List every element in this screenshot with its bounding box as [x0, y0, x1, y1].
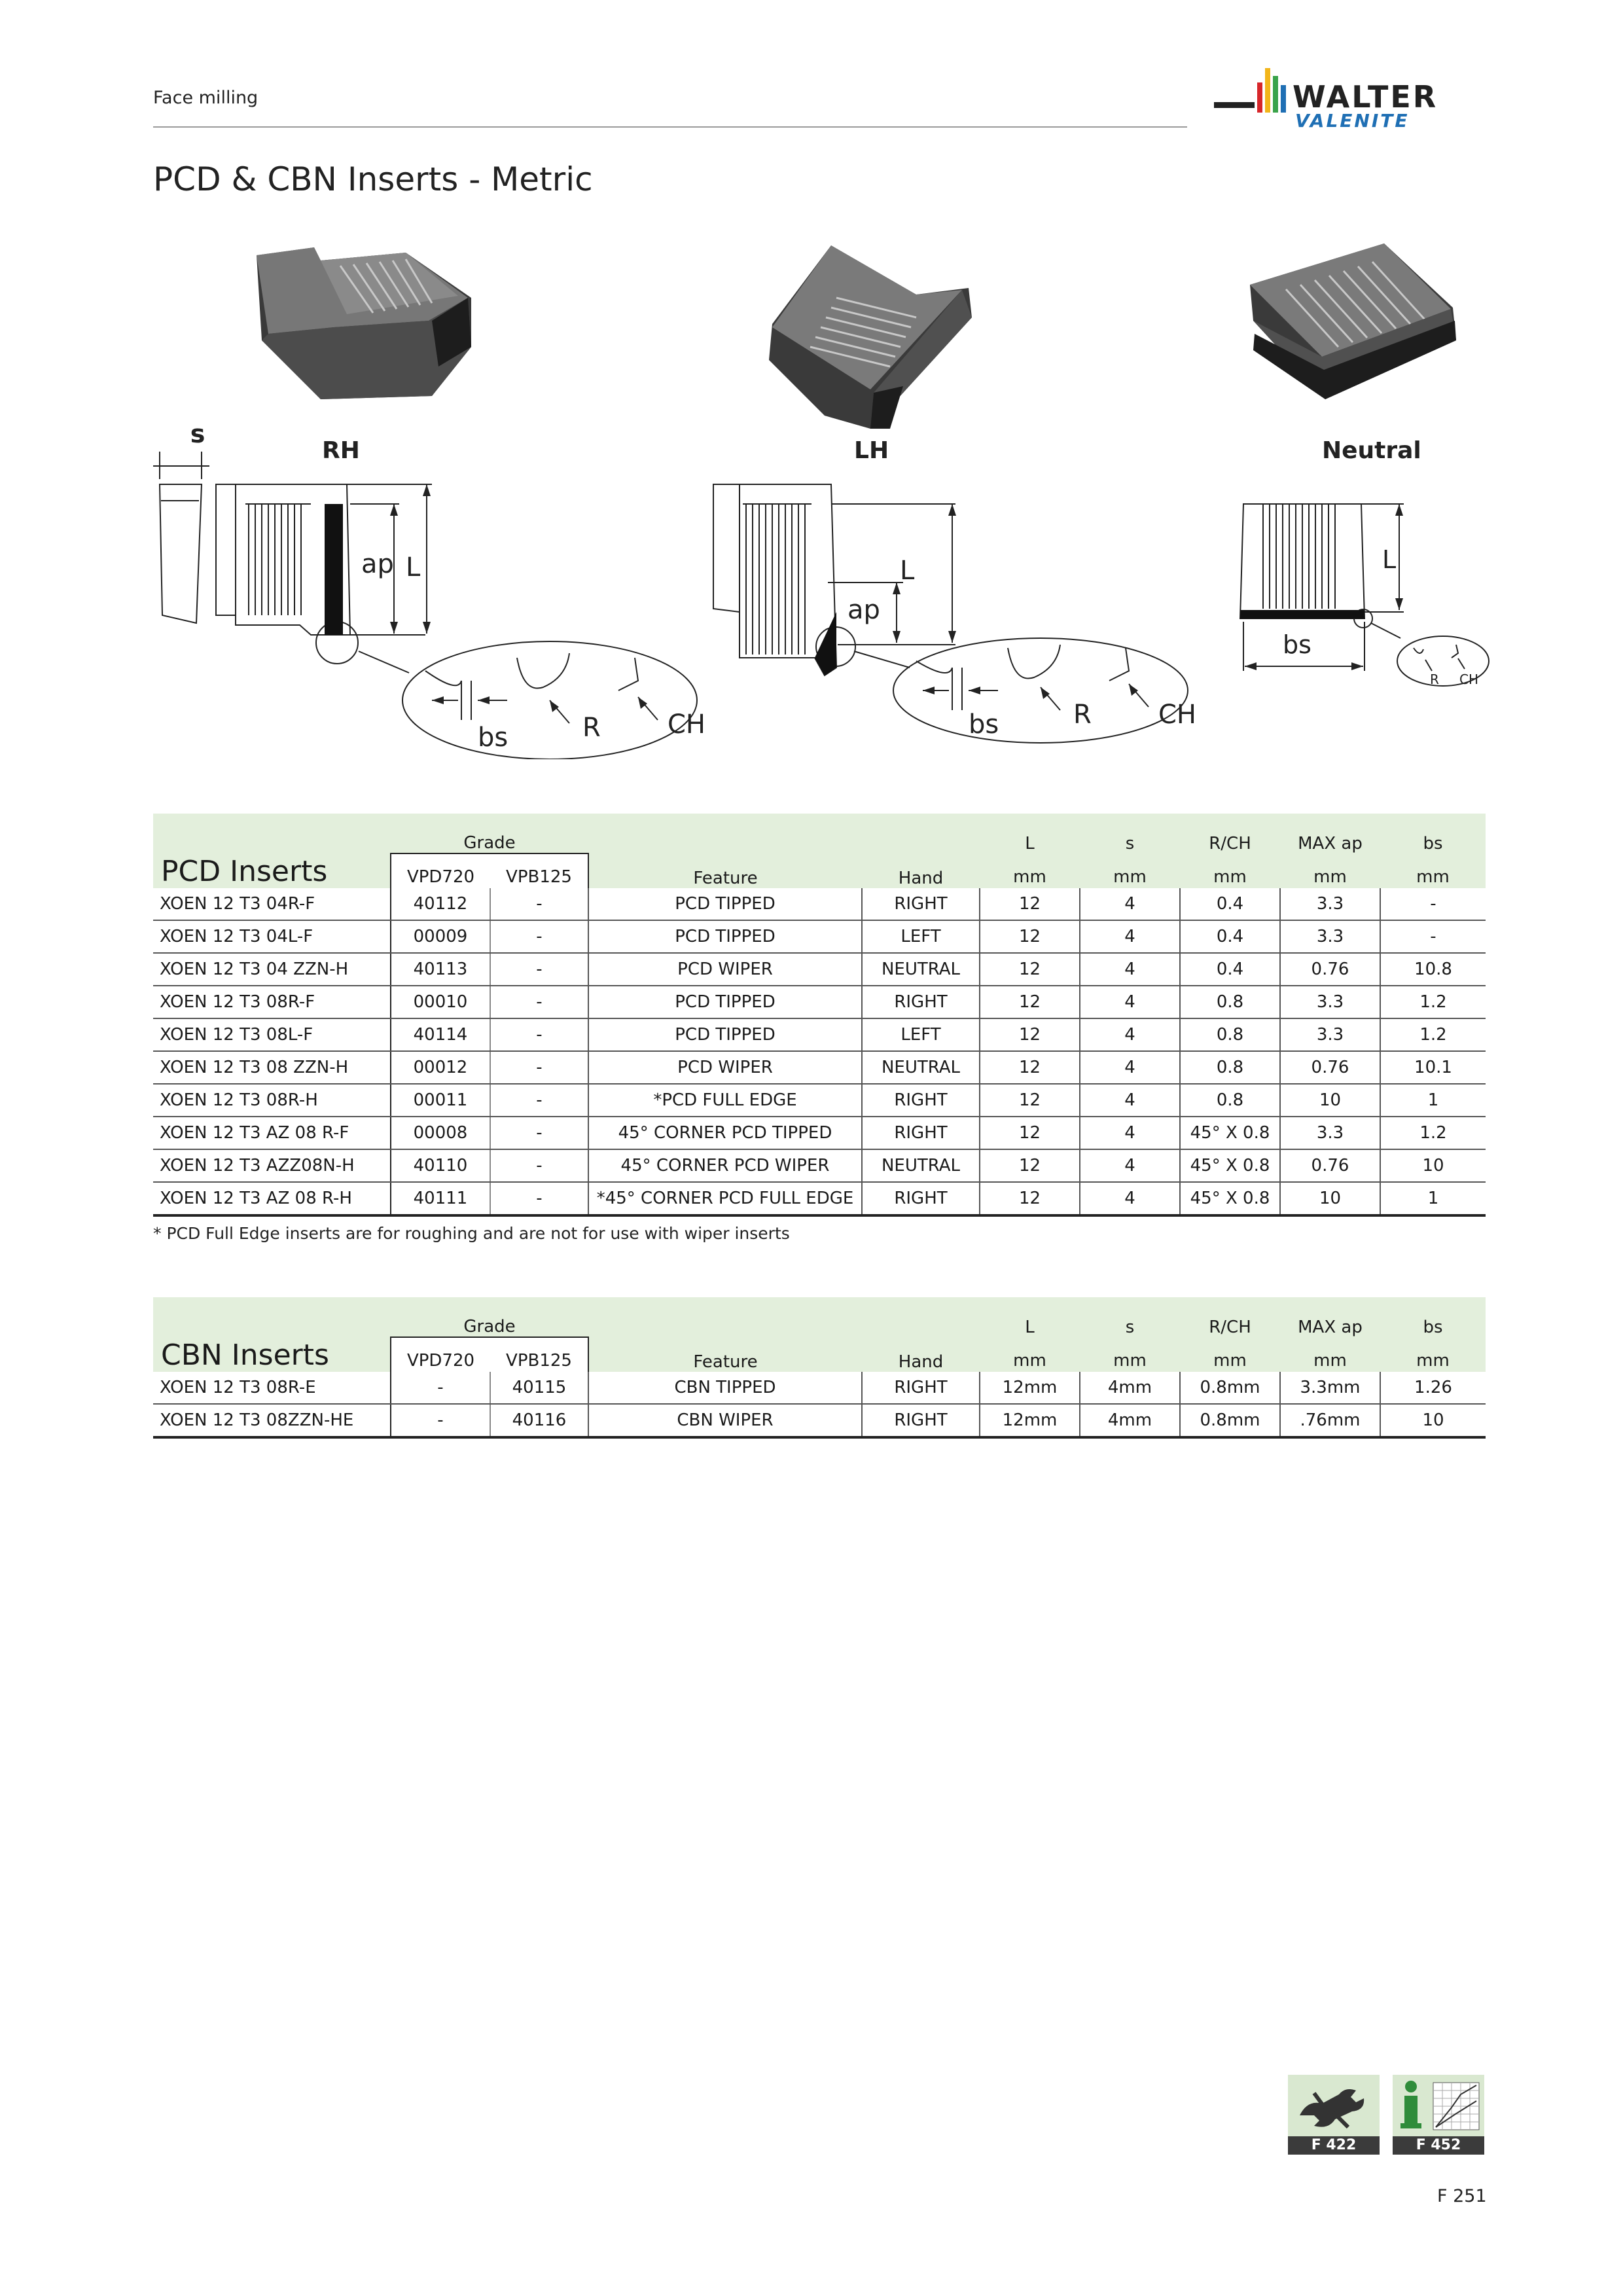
table-cell: PCD TIPPED [588, 986, 862, 1018]
rh-dimension-drawing [151, 419, 740, 759]
table-cell: 45° CORNER PCD TIPPED [588, 1117, 862, 1149]
table-cell: LEFT [862, 920, 980, 953]
table-cell: 4 [1080, 1084, 1180, 1117]
table-cell: 0.8 [1180, 1084, 1280, 1117]
table-cell: XOEN 12 T3 AZ 08 R-F [153, 1117, 391, 1149]
table-cell: 12 [980, 888, 1080, 920]
table-cell: 0.8mm [1180, 1404, 1280, 1437]
table-cell: PCD TIPPED [588, 1018, 862, 1051]
table-cell: 4mm [1080, 1404, 1180, 1437]
table-cell: 10 [1380, 1149, 1486, 1182]
table-cell: XOEN 12 T3 04 ZZN-H [153, 953, 391, 986]
lh-R-label: R [1073, 700, 1092, 730]
table-cell: - [490, 1149, 588, 1182]
table-cell: 1.2 [1380, 1018, 1486, 1051]
table-row [153, 888, 1486, 920]
table-cell: 3.3 [1280, 888, 1380, 920]
table-cell: LEFT [862, 1018, 980, 1051]
table-cell: RIGHT [862, 888, 980, 920]
cbn-inserts-table [153, 1297, 1486, 1439]
table-cell: 40114 [391, 1018, 490, 1051]
neutral-R-label: R [1430, 672, 1439, 687]
table-cell: XOEN 12 T3 08R-H [153, 1084, 391, 1117]
table-cell: - [490, 920, 588, 953]
cbn-unit-L: mm [980, 1337, 1080, 1372]
table-cell: 00010 [391, 986, 490, 1018]
header-rule [153, 126, 1187, 128]
table-cell: XOEN 12 T3 08 ZZN-H [153, 1051, 391, 1084]
table-cell: RIGHT [862, 1372, 980, 1404]
table-cell: 45° CORNER PCD WIPER [588, 1149, 862, 1182]
table-cell: CBN WIPER [588, 1404, 862, 1437]
table-cell: RIGHT [862, 1117, 980, 1149]
table-cell: - [490, 1117, 588, 1149]
pcd-col-bs: bs [1380, 814, 1486, 853]
table-cell: XOEN 12 T3 08L-F [153, 1018, 391, 1051]
table-cell: 1 [1380, 1084, 1486, 1117]
table-cell: - [490, 1084, 588, 1117]
table-cell: 12 [980, 1149, 1080, 1182]
logo-bottom-text: VALENITE [1295, 110, 1410, 132]
table-cell: 40112 [391, 888, 490, 920]
table-cell: PCD WIPER [588, 1051, 862, 1084]
table-cell: 1.2 [1380, 1117, 1486, 1149]
table-cell: 10 [1380, 1404, 1486, 1437]
pcd-col-L: L [980, 814, 1080, 853]
neutral-bs-label: bs [1283, 630, 1311, 659]
table-cell: RIGHT [862, 1404, 980, 1437]
table-cell: RIGHT [862, 1182, 980, 1215]
table-cell: 12 [980, 1117, 1080, 1149]
table-cell: 0.76 [1280, 1149, 1380, 1182]
reference-f422[interactable] [1288, 2075, 1380, 2155]
table-cell: 00008 [391, 1117, 490, 1149]
table-cell: 3.3 [1280, 920, 1380, 953]
pcd-col-rch: R/CH [1180, 814, 1280, 853]
pcd-grade-vpb125: VPB125 [490, 853, 588, 888]
table-cell: 3.3 [1280, 1018, 1380, 1051]
table-cell: XOEN 12 T3 04R-F [153, 888, 391, 920]
table-cell: 00012 [391, 1051, 490, 1084]
cbn-unit-maxap: mm [1280, 1337, 1380, 1372]
table-cell: 0.4 [1180, 920, 1280, 953]
cbn-col-rch: R/CH [1180, 1297, 1280, 1337]
cbn-grade-vpb125: VPB125 [490, 1337, 588, 1372]
table-cell: XOEN 12 T3 AZZ08N-H [153, 1149, 391, 1182]
table-cell: RIGHT [862, 1084, 980, 1117]
table-row [153, 920, 1486, 953]
section-label: Face milling [153, 88, 259, 108]
cbn-grade-vpd720: VPD720 [391, 1337, 490, 1372]
cbn-col-maxap: MAX ap [1280, 1297, 1380, 1337]
table-cell: NEUTRAL [862, 1051, 980, 1084]
pcd-grade-vpd720: VPD720 [391, 853, 490, 888]
table-cell: 3.3 [1280, 1117, 1380, 1149]
cbn-col-feature: Feature [588, 1297, 862, 1372]
rh-R-label: R [582, 713, 601, 743]
table-row [153, 1404, 1486, 1437]
table-cell: 3.3 [1280, 986, 1380, 1018]
table-cell: 3.3mm [1280, 1372, 1380, 1404]
table-cell: 12 [980, 953, 1080, 986]
table-cell: XOEN 12 T3 08R-F [153, 986, 391, 1018]
table-cell: 12 [980, 1051, 1080, 1084]
cbn-col-s: s [1080, 1297, 1180, 1337]
rh-CH-label: CH [668, 709, 706, 740]
table-cell: 0.8mm [1180, 1372, 1280, 1404]
table-cell: 45° X 0.8 [1180, 1117, 1280, 1149]
table-cell: *45° CORNER PCD FULL EDGE [588, 1182, 862, 1215]
pcd-grade-label: Grade [391, 814, 588, 853]
table-cell: NEUTRAL [862, 1149, 980, 1182]
pcd-col-feature: Feature [588, 814, 862, 888]
table-cell: 4 [1080, 1182, 1180, 1215]
lh-bs-label: bs [969, 709, 999, 740]
pcd-table-body [153, 888, 1486, 1215]
reference-f452[interactable] [1393, 2075, 1484, 2155]
pcd-unit-s: mm [1080, 853, 1180, 888]
table-cell: - [391, 1404, 490, 1437]
lh-ap-label: ap [847, 595, 880, 625]
table-cell: 0.76 [1280, 953, 1380, 986]
lh-caption: LH [854, 437, 889, 464]
cbn-unit-bs: mm [1380, 1337, 1486, 1372]
table-cell: 4 [1080, 953, 1180, 986]
table-cell: PCD WIPER [588, 953, 862, 986]
table-cell: 1 [1380, 1182, 1486, 1215]
cbn-table-title: CBN Inserts [153, 1297, 391, 1372]
table-cell: 12 [980, 920, 1080, 953]
page-title: PCD & CBN Inserts - Metric [153, 160, 593, 198]
table-row [153, 1084, 1486, 1117]
table-cell: 45° X 0.8 [1180, 1182, 1280, 1215]
table-cell: - [391, 1372, 490, 1404]
table-row [153, 1372, 1486, 1404]
rh-L-label: L [406, 552, 421, 583]
cbn-col-L: L [980, 1297, 1080, 1337]
table-cell: 4 [1080, 1149, 1180, 1182]
table-cell: XOEN 12 T3 08R-E [153, 1372, 391, 1404]
lh-L-label: L [900, 556, 915, 586]
pcd-col-hand: Hand [862, 814, 980, 888]
pcd-unit-rch: mm [1180, 853, 1280, 888]
table-cell: 0.76 [1280, 1051, 1380, 1084]
neutral-CH-label: CH [1459, 672, 1479, 687]
wrench-icon [1288, 2075, 1380, 2136]
table-cell: 40113 [391, 953, 490, 986]
table-row [153, 1051, 1486, 1084]
table-cell: NEUTRAL [862, 953, 980, 986]
table-cell: 12mm [980, 1372, 1080, 1404]
table-cell: 12mm [980, 1404, 1080, 1437]
table-cell: XOEN 12 T3 08ZZN-HE [153, 1404, 391, 1437]
table-row [153, 1018, 1486, 1051]
table-cell: 00011 [391, 1084, 490, 1117]
table-cell: XOEN 12 T3 04L-F [153, 920, 391, 953]
table-cell: 40110 [391, 1149, 490, 1182]
table-cell: 0.4 [1180, 953, 1280, 986]
table-cell: 12 [980, 1018, 1080, 1051]
table-row [153, 953, 1486, 986]
table-cell: 0.8 [1180, 986, 1280, 1018]
table-cell: RIGHT [862, 986, 980, 1018]
reference-f452-label: F 452 [1393, 2136, 1484, 2155]
table-cell: 10 [1280, 1182, 1380, 1215]
table-cell: 4 [1080, 986, 1180, 1018]
table-cell: 0.8 [1180, 1051, 1280, 1084]
pcd-footnote: * PCD Full Edge inserts are for roughing and are not for use with wiper inserts [153, 1224, 790, 1243]
table-cell: 40111 [391, 1182, 490, 1215]
table-cell: 12 [980, 1084, 1080, 1117]
pcd-col-maxap: MAX ap [1280, 814, 1380, 853]
table-cell: PCD TIPPED [588, 888, 862, 920]
pcd-col-s: s [1080, 814, 1180, 853]
table-cell: 1.26 [1380, 1372, 1486, 1404]
cbn-grade-label: Grade [391, 1297, 588, 1337]
rh-insert-picture [242, 236, 478, 406]
table-row [153, 1149, 1486, 1182]
lh-dimension-drawing [700, 471, 1276, 746]
page-number: F 251 [1437, 2186, 1487, 2206]
table-cell: 0.4 [1180, 888, 1280, 920]
cbn-unit-s: mm [1080, 1337, 1180, 1372]
table-cell: PCD TIPPED [588, 920, 862, 953]
table-cell: 45° X 0.8 [1180, 1149, 1280, 1182]
reference-f422-label: F 422 [1288, 2136, 1380, 2155]
pcd-inserts-table [153, 814, 1486, 1217]
table-cell: 4 [1080, 1051, 1180, 1084]
table-cell: - [490, 1051, 588, 1084]
table-row [153, 986, 1486, 1018]
pcd-unit-L: mm [980, 853, 1080, 888]
table-cell: 40115 [490, 1372, 588, 1404]
logo-top-text: WALTER [1293, 79, 1438, 115]
rh-caption: RH [322, 437, 360, 464]
table-cell: - [490, 888, 588, 920]
table-cell: - [1380, 920, 1486, 953]
table-cell: - [1380, 888, 1486, 920]
neutral-insert-picture [1240, 236, 1463, 406]
table-cell: 4 [1080, 920, 1180, 953]
table-cell: 0.8 [1180, 1018, 1280, 1051]
table-cell: 10 [1280, 1084, 1380, 1117]
table-cell: *PCD FULL EDGE [588, 1084, 862, 1117]
rh-bs-label: bs [478, 723, 508, 753]
pcd-table-title: PCD Inserts [153, 814, 391, 888]
cbn-table-body [153, 1372, 1486, 1437]
table-cell: XOEN 12 T3 AZ 08 R-H [153, 1182, 391, 1215]
cbn-col-hand: Hand [862, 1297, 980, 1372]
table-cell: 00009 [391, 920, 490, 953]
neutral-dimension-drawing [1230, 484, 1492, 707]
s-label: s [190, 420, 205, 448]
table-cell: - [490, 1018, 588, 1051]
lh-insert-picture [759, 239, 975, 435]
table-cell: 12 [980, 986, 1080, 1018]
pcd-unit-maxap: mm [1280, 853, 1380, 888]
table-cell: 4 [1080, 1018, 1180, 1051]
table-row [153, 1182, 1486, 1215]
table-cell: 12 [980, 1182, 1080, 1215]
table-cell: .76mm [1280, 1404, 1380, 1437]
table-cell: 4 [1080, 1117, 1180, 1149]
table-cell: - [490, 1182, 588, 1215]
table-cell: 10.8 [1380, 953, 1486, 986]
cbn-col-bs: bs [1380, 1297, 1486, 1337]
table-cell: 4 [1080, 888, 1180, 920]
table-cell: 40116 [490, 1404, 588, 1437]
neutral-caption: Neutral [1322, 437, 1421, 464]
table-cell: CBN TIPPED [588, 1372, 862, 1404]
walter-valenite-logo [1214, 59, 1489, 137]
rh-ap-label: ap [361, 549, 394, 579]
table-row [153, 1117, 1486, 1149]
lh-CH-label: CH [1158, 700, 1197, 730]
neutral-L-label: L [1382, 545, 1397, 574]
table-cell: 10.1 [1380, 1051, 1486, 1084]
cbn-unit-rch: mm [1180, 1337, 1280, 1372]
table-cell: - [490, 986, 588, 1018]
table-cell: 4mm [1080, 1372, 1180, 1404]
pcd-unit-bs: mm [1380, 853, 1486, 888]
table-cell: 1.2 [1380, 986, 1486, 1018]
table-cell: - [490, 953, 588, 986]
info-chart-icon [1393, 2075, 1484, 2136]
